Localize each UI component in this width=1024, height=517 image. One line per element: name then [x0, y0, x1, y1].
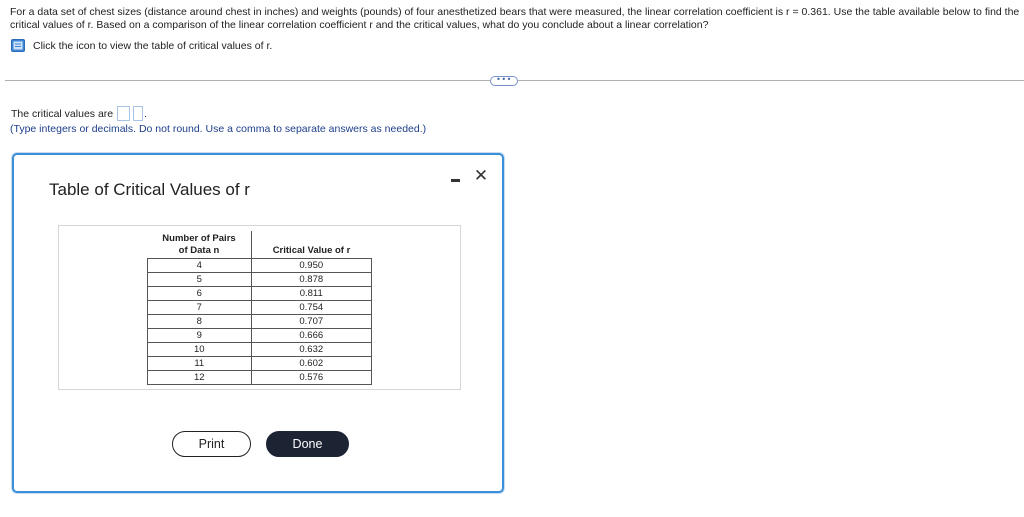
view-table-link[interactable] [11, 39, 272, 52]
table-container [58, 225, 461, 390]
critical-values-dialog [12, 153, 504, 493]
critical-value-input-1[interactable] [117, 106, 130, 121]
critical-values-table [147, 231, 372, 385]
answer-line [11, 106, 147, 121]
book-icon[interactable] [11, 39, 25, 52]
table-row: 7 0.754 [148, 301, 372, 315]
close-icon[interactable]: ✕ [473, 166, 489, 186]
more-options-button[interactable]: ••• [490, 76, 518, 86]
table-row: 12 0.576 [148, 371, 372, 385]
table-row: 5 0.878 [148, 273, 372, 287]
minimize-icon[interactable] [451, 179, 460, 182]
question-text: For a data set of chest sizes (distance around chest in inches) and weights (pounds) of four anesthetized bears that were measured, the linear correlation coefficient is r = 0.361. Use the table available below to find the critical values of r. Based on a comparison of the linear correlation coefficient r and the critical values, what do you conclude about a linear correlation? [10, 6, 1020, 31]
dialog-title: Table of Critical Values of r [49, 180, 250, 199]
view-table-text[interactable]: Click the icon to view the table of critical values of r. [33, 39, 273, 52]
table-row: 11 0.602 [148, 357, 372, 371]
column-header-r: Critical Value of r [251, 231, 372, 259]
table-row: 6 0.811 [148, 287, 372, 301]
done-button[interactable]: Done [266, 431, 349, 457]
critical-value-input-2[interactable] [133, 106, 143, 121]
table-row: 4 0.950 [148, 259, 372, 273]
answer-suffix: . [144, 107, 148, 120]
print-button[interactable]: Print [172, 431, 251, 457]
table-row: 8 0.707 [148, 315, 372, 329]
answer-prefix: The critical values are [11, 107, 114, 120]
answer-instruction: (Type integers or decimals. Do not round. Use a comma to separate answers as needed.) [10, 123, 427, 135]
column-header-n: Number of Pairs of Data n [148, 231, 252, 259]
table-row: 9 0.666 [148, 329, 372, 343]
table-row: 10 0.632 [148, 343, 372, 357]
